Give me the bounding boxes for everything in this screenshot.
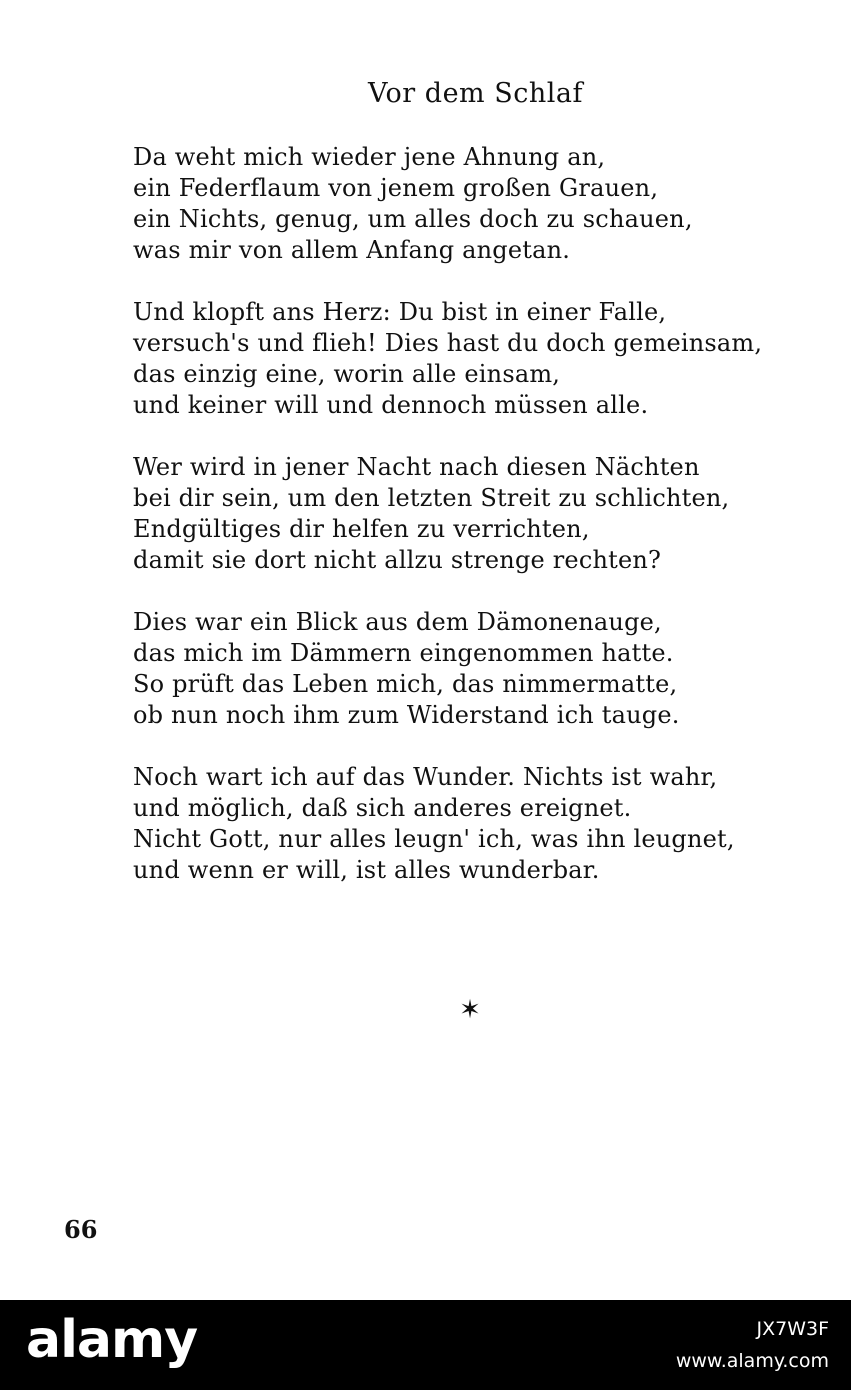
poem-line: ein Nichts, genug, um alles doch zu schauen,: [133, 205, 693, 233]
alamy-logo: alamy: [26, 1310, 198, 1370]
poem-line: bei dir sein, um den letzten Streit zu schlichten,: [133, 484, 730, 512]
poem-line: ob nun noch ihm zum Widerstand ich tauge.: [133, 701, 680, 729]
stanza-1: [133, 142, 833, 266]
poem-line: und keiner will und dennoch müssen alle.: [133, 391, 649, 419]
stanza-5: [133, 762, 833, 886]
poem-line: Dies war ein Blick aus dem Dämonenauge,: [133, 608, 662, 636]
page-number: 66: [64, 1215, 98, 1244]
poem-line: damit sie dort nicht allzu strenge rechten?: [133, 546, 662, 574]
stanza-4: [133, 607, 833, 731]
poem-line: versuch's und flieh! Dies hast du doch gemeinsam,: [133, 329, 763, 357]
poem-line: Noch wart ich auf das Wunder. Nichts ist wahr,: [133, 763, 718, 791]
poem-line: Endgültiges dir helfen zu verrichten,: [133, 515, 590, 543]
poem-line: Und klopft ans Herz: Du bist in einer Falle,: [133, 298, 667, 326]
star-ornament-icon: ✶: [459, 995, 481, 1025]
poem-line: das mich im Dämmern eingenommen hatte.: [133, 639, 674, 667]
site-url: www.alamy.com: [675, 1350, 829, 1372]
poem-line: was mir von allem Anfang angetan.: [133, 236, 571, 264]
poem-body: [133, 142, 833, 917]
poem-line: das einzig eine, worin alle einsam,: [133, 360, 561, 388]
poem-line: So prüft das Leben mich, das nimmermatte,: [133, 670, 678, 698]
poem-line: Da weht mich wieder jene Ahnung an,: [133, 143, 606, 171]
poem-line: Nicht Gott, nur alles leugn' ich, was ihn leugnet,: [133, 825, 735, 853]
poem-title: Vor dem Schlaf: [368, 78, 583, 109]
stanza-2: [133, 297, 833, 421]
watermark-banner: [0, 1300, 851, 1390]
poem-line: Wer wird in jener Nacht nach diesen Nächten: [133, 453, 700, 481]
poem-line: ein Federflaum von jenem großen Grauen,: [133, 174, 659, 202]
image-id: JX7W3F: [756, 1318, 829, 1340]
stanza-3: [133, 452, 833, 576]
poem-line: und möglich, daß sich anderes ereignet.: [133, 794, 632, 822]
poem-line: und wenn er will, ist alles wunderbar.: [133, 856, 600, 884]
